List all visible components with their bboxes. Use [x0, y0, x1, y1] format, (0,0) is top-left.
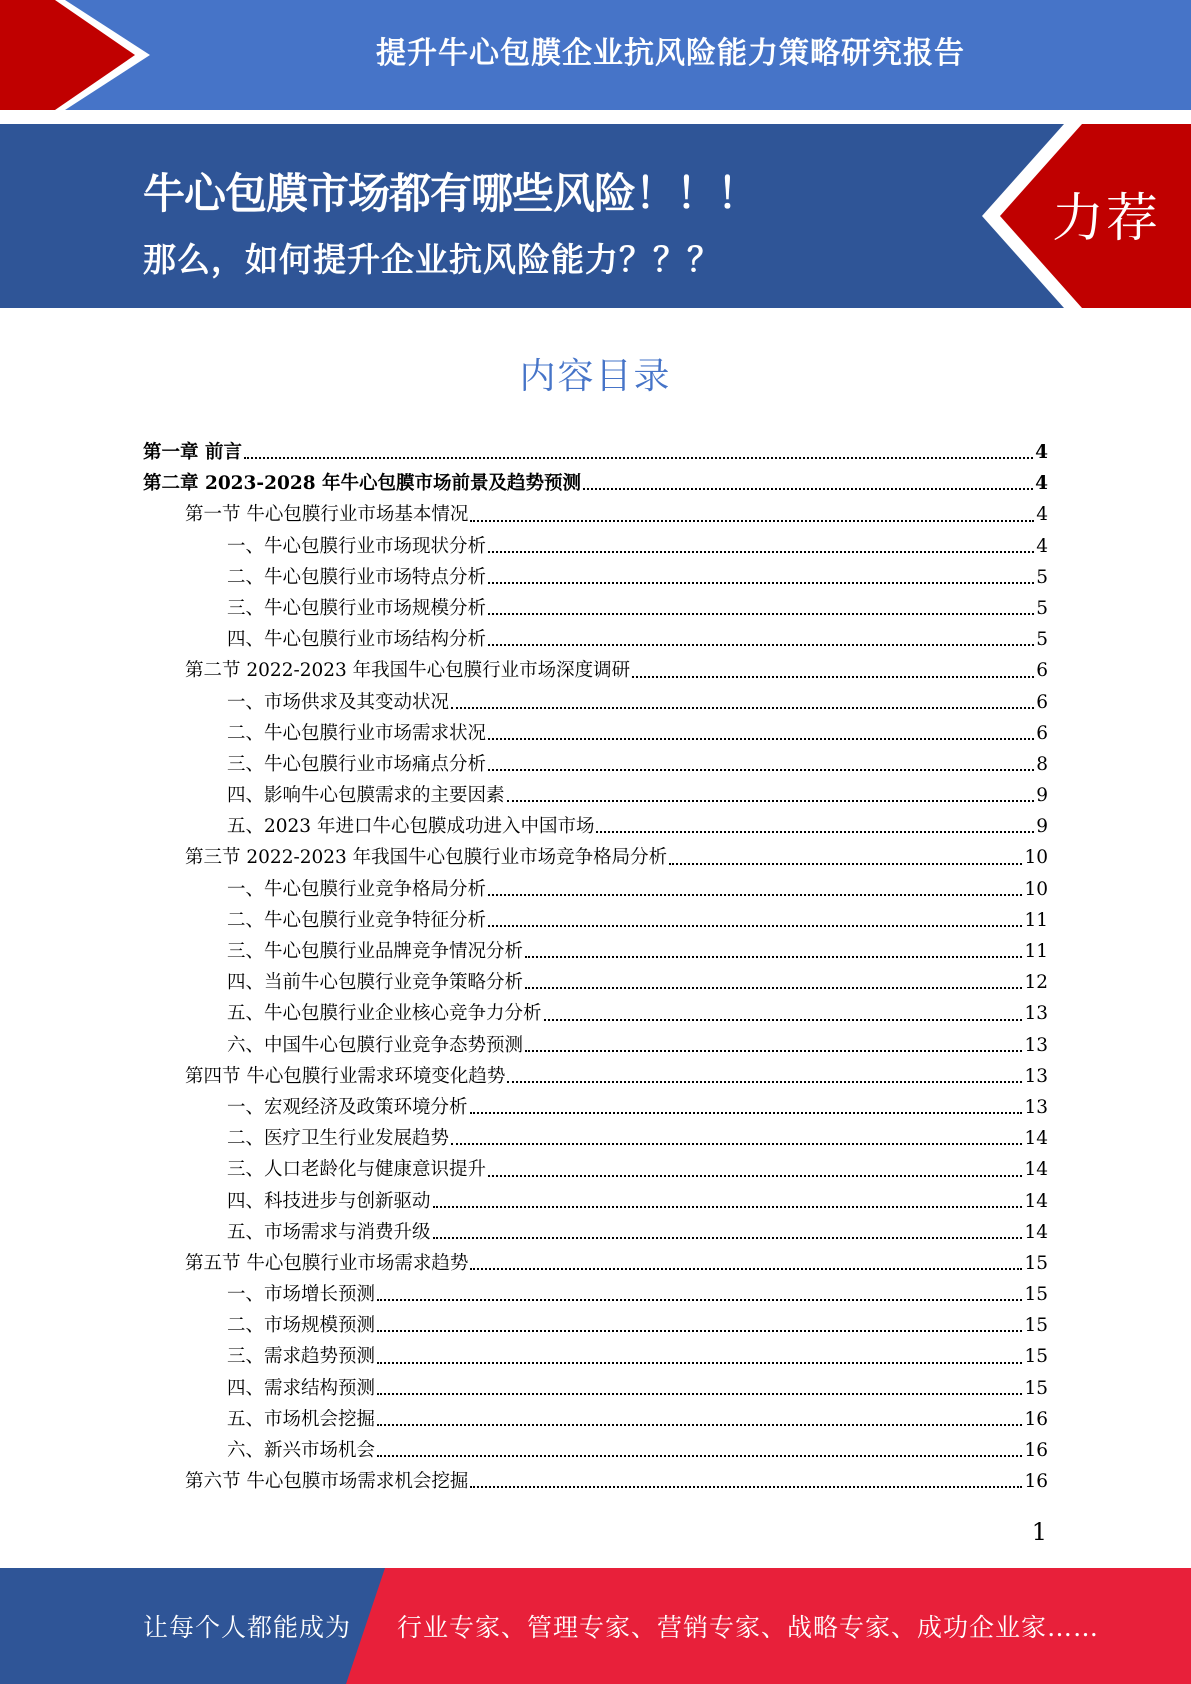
toc-entry-page: 9 [1036, 816, 1048, 838]
toc-entry-page: 12 [1024, 972, 1048, 994]
toc-dot-leader [525, 956, 1022, 958]
toc-entry-label: 三、牛心包膜行业品牌竞争情况分析 [227, 941, 524, 962]
toc-entry-page: 10 [1024, 878, 1048, 900]
toc-dot-leader [433, 1206, 1023, 1208]
toc-entry-page: 16 [1024, 1440, 1048, 1461]
toc-entry-page: 14 [1024, 1128, 1048, 1150]
red-chevron-shape [0, 0, 160, 110]
toc-dot-leader [488, 1175, 1022, 1177]
toc-entry[interactable] [143, 437, 1048, 468]
toc-dot-leader [596, 831, 1034, 833]
toc-entry[interactable] [143, 562, 1048, 593]
toc-entry[interactable] [143, 780, 1048, 811]
toc-entry[interactable] [143, 499, 1048, 530]
toc-entry[interactable] [143, 998, 1048, 1029]
toc-entry-page: 5 [1036, 629, 1048, 651]
toc-entry[interactable] [143, 1061, 1048, 1092]
toc-entry-label: 六、中国牛心包膜行业竞争态势预测 [227, 1034, 524, 1056]
report-title: 提升牛心包膜企业抗风险能力策略研究报告 [376, 36, 965, 71]
toc-entry-page: 13 [1024, 1096, 1048, 1118]
toc-dot-leader [377, 1330, 1022, 1332]
toc-entry[interactable] [143, 531, 1048, 562]
toc-entry-page: 14 [1024, 1190, 1048, 1212]
toc-entry[interactable] [143, 842, 1048, 873]
toc-entry-page: 4 [1035, 473, 1048, 495]
toc-entry[interactable] [143, 1092, 1048, 1123]
toc-dot-leader [470, 1112, 1023, 1114]
toc-entry-page: 13 [1024, 1034, 1048, 1056]
toc-dot-leader [488, 738, 1034, 740]
toc-entry-page: 5 [1036, 597, 1048, 619]
toc-entry-label: 四、科技进步与创新驱动 [227, 1190, 431, 1212]
toc-entry[interactable] [143, 1217, 1048, 1248]
toc-dot-leader [377, 1393, 1022, 1395]
toc-entry[interactable] [143, 1154, 1048, 1185]
toc-entry-label: 第二节 2022-2023 年我国牛心包膜行业市场深度调研 [185, 660, 631, 682]
toc-entry-page: 16 [1024, 1408, 1048, 1430]
toc-entry-label: 一、牛心包膜行业市场现状分析 [227, 535, 487, 557]
toc-entry[interactable] [143, 624, 1048, 655]
toc-entry-label: 四、需求结构预测 [227, 1377, 376, 1399]
toc-dot-leader [488, 644, 1034, 646]
toc-entry-label: 二、牛心包膜行业市场需求状况 [227, 722, 487, 744]
toc-entry-label: 四、当前牛心包膜行业竞争策略分析 [227, 972, 524, 994]
toc-entry-label: 五、市场需求与消费升级 [227, 1221, 431, 1243]
toc-entry[interactable] [143, 1123, 1048, 1154]
toc-entry-page: 4 [1036, 504, 1048, 526]
footer-slogan-left: 让每个人都能成为 [143, 1613, 352, 1642]
toc-entry[interactable] [143, 468, 1048, 499]
toc-entry[interactable] [143, 1404, 1048, 1435]
toc-entry-label: 一、市场供求及其变动状况 [227, 691, 450, 713]
toc-entry-label: 五、牛心包膜行业企业核心竞争力分析 [227, 1003, 542, 1025]
toc-entry-page: 15 [1024, 1252, 1048, 1274]
hero-subheadline: 那么，如何提升企业抗风险能力？？？ [143, 240, 721, 279]
toc-entry[interactable] [143, 718, 1048, 749]
toc-entry[interactable] [143, 936, 1048, 967]
toc-entry-label: 第一章 前言 [143, 442, 242, 463]
toc-entry[interactable] [143, 1248, 1048, 1279]
toc-entry-page: 15 [1024, 1346, 1048, 1368]
toc-dot-leader [488, 769, 1034, 771]
toc-entry-label: 六、新兴市场机会 [227, 1440, 376, 1461]
recommend-badge-label: 力荐 [1052, 189, 1161, 249]
toc-dot-leader [470, 1486, 1022, 1488]
toc-entry-label: 四、牛心包膜行业市场结构分析 [227, 629, 487, 651]
toc-entry-page: 14 [1024, 1159, 1048, 1181]
toc-entry[interactable] [143, 749, 1048, 780]
toc-entry[interactable] [143, 1466, 1048, 1497]
toc-dot-leader [377, 1455, 1022, 1457]
toc-entry-page: 16 [1024, 1471, 1048, 1493]
footer-slogan-right: 行业专家、管理专家、营销专家、战略专家、成功企业家…… [397, 1613, 1100, 1642]
toc-entry-label: 二、市场规模预测 [227, 1315, 376, 1337]
hero-banner [0, 124, 1191, 308]
toc-entry-label: 三、牛心包膜行业市场痛点分析 [227, 753, 487, 775]
toc-entry-label: 第五节 牛心包膜行业市场需求趋势 [185, 1252, 469, 1274]
toc-dot-leader [377, 1299, 1022, 1301]
toc-dot-leader [488, 894, 1022, 896]
toc-entry-label: 五、市场机会挖掘 [227, 1408, 376, 1430]
toc-entry-page: 6 [1036, 691, 1048, 713]
toc-entry-page: 10 [1024, 847, 1048, 869]
toc-entry-page: 11 [1024, 941, 1048, 962]
toc-dot-leader [525, 1050, 1022, 1052]
toc-dot-leader [377, 1362, 1022, 1364]
toc-entry[interactable] [143, 874, 1048, 905]
toc-entry-label: 三、需求趋势预测 [227, 1346, 376, 1368]
toc-entry-page: 4 [1036, 535, 1048, 557]
toc-entry[interactable] [143, 811, 1048, 842]
toc-dot-leader [507, 1081, 1022, 1083]
toc-entry-label: 第六节 牛心包膜市场需求机会挖掘 [185, 1471, 469, 1493]
toc-entry-label: 一、牛心包膜行业竞争格局分析 [227, 878, 487, 900]
toc-entry-label: 二、牛心包膜行业竞争特征分析 [227, 909, 487, 931]
toc-entry-page: 5 [1036, 566, 1048, 588]
toc-dot-leader [632, 676, 1034, 678]
toc-entry-label: 一、宏观经济及政策环境分析 [227, 1096, 468, 1118]
toc-dot-leader [669, 863, 1022, 865]
toc-entry-label: 三、牛心包膜行业市场规模分析 [227, 597, 487, 619]
toc-entry-page: 15 [1024, 1284, 1048, 1306]
toc-entry[interactable] [143, 967, 1048, 998]
toc-dot-leader [525, 987, 1022, 989]
toc-heading: 内容目录 [519, 356, 672, 397]
toc-entry-label: 第四节 牛心包膜行业需求环境变化趋势 [185, 1065, 506, 1087]
toc-dot-leader [377, 1424, 1022, 1426]
toc-dot-leader [507, 800, 1035, 802]
toc-entry[interactable] [143, 1341, 1048, 1372]
toc-entry[interactable] [143, 1279, 1048, 1310]
toc-entry[interactable] [143, 1030, 1048, 1061]
toc-entry-page: 14 [1024, 1221, 1048, 1243]
top-banner [0, 0, 1191, 110]
toc-entry-label: 第一节 牛心包膜行业市场基本情况 [185, 504, 469, 526]
toc-entry-label: 第三节 2022-2023 年我国牛心包膜行业市场竞争格局分析 [185, 847, 668, 869]
toc-entry-page: 15 [1024, 1377, 1048, 1399]
toc-entry-page: 15 [1024, 1315, 1048, 1337]
toc-entry[interactable] [143, 905, 1048, 936]
toc-entry-label: 二、牛心包膜行业市场特点分析 [227, 566, 487, 588]
toc-entry-label: 三、人口老龄化与健康意识提升 [227, 1159, 487, 1181]
toc-dot-leader [488, 925, 1022, 927]
toc-entry-page: 6 [1036, 660, 1048, 682]
toc-entry[interactable] [143, 1435, 1048, 1466]
toc-dot-leader [433, 1237, 1023, 1239]
toc-entry-page: 13 [1024, 1065, 1048, 1087]
toc-entry-page: 9 [1036, 785, 1048, 807]
toc-entry[interactable] [143, 1373, 1048, 1404]
footer-banner [0, 1568, 1191, 1684]
toc-entry-page: 6 [1036, 722, 1048, 744]
toc-entry[interactable] [143, 655, 1048, 686]
toc-dot-leader [470, 520, 1034, 522]
toc-dot-leader [451, 1143, 1022, 1145]
toc-entry[interactable] [143, 593, 1048, 624]
toc-dot-leader [488, 551, 1034, 553]
toc-entry-label: 第二章 2023-2028 年牛心包膜市场前景及趋势预测 [143, 473, 582, 495]
table-of-contents [143, 437, 1048, 1497]
toc-dot-leader [544, 1019, 1023, 1021]
toc-entry-label: 五、2023 年进口牛心包膜成功进入中国市场 [227, 816, 595, 838]
toc-entry-label: 四、影响牛心包膜需求的主要因素 [227, 785, 505, 807]
toc-entry-page: 13 [1024, 1003, 1048, 1025]
toc-entry-page: 8 [1036, 753, 1048, 775]
toc-entry-label: 一、市场增长预测 [227, 1284, 376, 1306]
toc-dot-leader [583, 488, 1033, 490]
toc-entry[interactable] [143, 1186, 1048, 1217]
toc-dot-leader [488, 613, 1034, 615]
toc-dot-leader [244, 457, 1033, 459]
toc-entry[interactable] [143, 687, 1048, 718]
toc-entry-page: 11 [1024, 909, 1048, 931]
toc-dot-leader [470, 1268, 1022, 1270]
toc-entry-label: 二、医疗卫生行业发展趋势 [227, 1128, 450, 1150]
hero-headline: 牛心包膜市场都有哪些风险！！！ [143, 169, 759, 218]
toc-dot-leader [451, 707, 1034, 709]
toc-dot-leader [488, 582, 1034, 584]
toc-entry[interactable] [143, 1310, 1048, 1341]
page-number: 1 [1031, 1518, 1047, 1546]
toc-entry-page: 4 [1035, 442, 1048, 463]
